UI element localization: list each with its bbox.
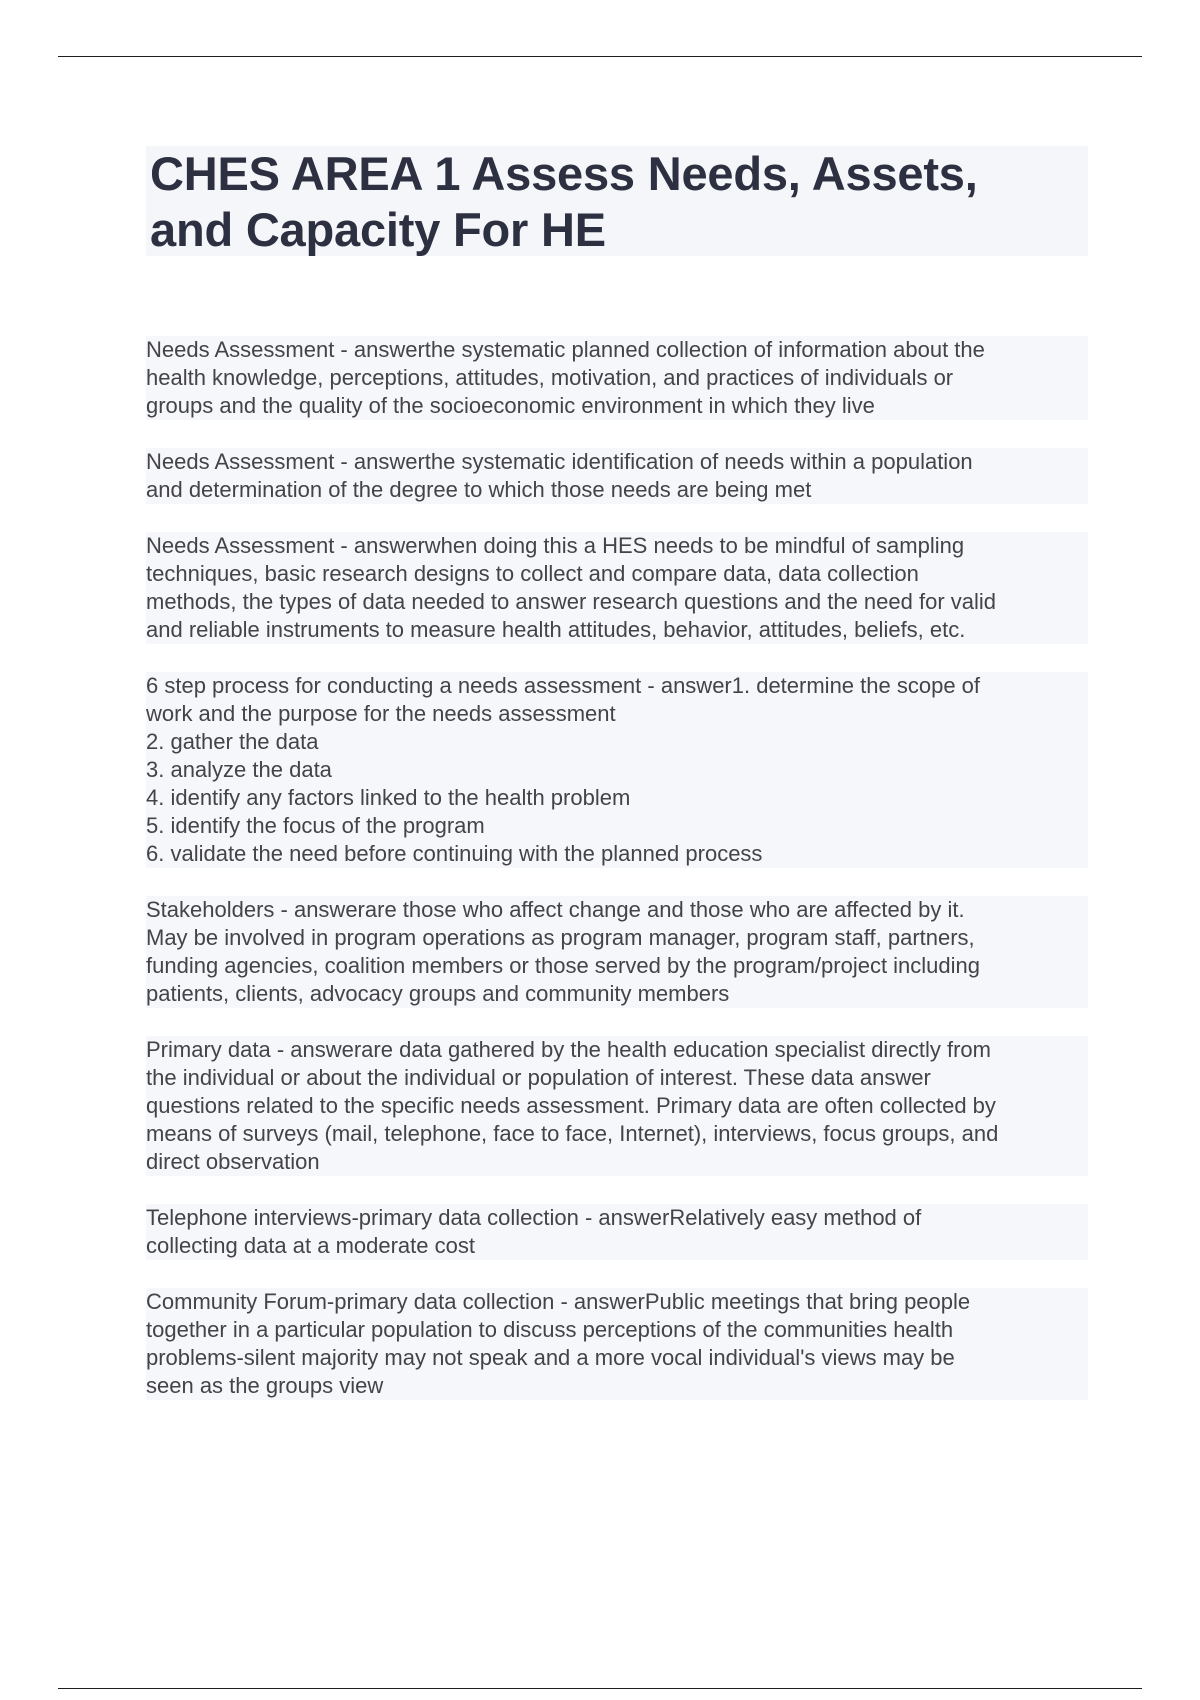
entry-line: Telephone interviews-primary data collection - answerRelatively easy method of xyxy=(146,1205,922,1230)
entry-line: groups and the quality of the socioeconomic environment in which they live xyxy=(146,393,875,418)
flashcard-entry xyxy=(146,336,1088,420)
title-line: and Capacity For HE xyxy=(150,203,606,256)
entry-line: Stakeholders - answerare those who affect change and those who are affected by it. xyxy=(146,897,965,922)
entry-line: together in a particular population to discuss perceptions of the communities health xyxy=(146,1317,954,1342)
entry-line: problems-silent majority may not speak and a more vocal individual's views may be xyxy=(146,1345,955,1370)
entry-line: 5. identify the focus of the program xyxy=(146,813,485,838)
entry-line: 4. identify any factors linked to the health problem xyxy=(146,785,631,810)
title-line: CHES AREA 1 Assess Needs, Assets, xyxy=(150,147,978,200)
entry-line: the individual or about the individual or population of interest. These data answer xyxy=(146,1065,931,1090)
entry-line: collecting data at a moderate cost xyxy=(146,1233,475,1258)
flashcard-entry xyxy=(146,1288,1088,1400)
entry-line: 6. validate the need before continuing with the planned process xyxy=(146,841,763,866)
entry-line: Needs Assessment - answerwhen doing this a HES needs to be mindful of sampling xyxy=(146,533,965,558)
title-block xyxy=(146,146,1088,256)
entry-line: direct observation xyxy=(146,1149,320,1174)
flashcard-list xyxy=(146,336,1088,1428)
flashcard-entry xyxy=(146,1036,1088,1176)
entry-line: means of surveys (mail, telephone, face to face, Internet), interviews, focus groups, and xyxy=(146,1121,999,1146)
entry-line: May be involved in program operations as program manager, program staff, partners, xyxy=(146,925,975,950)
page-title xyxy=(150,146,1084,258)
entry-line: funding agencies, coalition members or those served by the program/project including xyxy=(146,953,981,978)
entry-line: patients, clients, advocacy groups and community members xyxy=(146,981,730,1006)
flashcard-entry xyxy=(146,1204,1088,1260)
entry-line: health knowledge, perceptions, attitudes, motivation, and practices of individuals or xyxy=(146,365,954,390)
entry-line: seen as the groups view xyxy=(146,1373,384,1398)
entry-line: 3. analyze the data xyxy=(146,757,332,782)
entry-line: and reliable instruments to measure health attitudes, behavior, attitudes, beliefs, etc. xyxy=(146,617,966,642)
entry-line: Needs Assessment - answerthe systematic identification of needs within a population xyxy=(146,449,973,474)
entry-line: methods, the types of data needed to answer research questions and the need for valid xyxy=(146,589,996,614)
entry-line: work and the purpose for the needs assessment xyxy=(146,701,616,726)
entry-line: questions related to the specific needs assessment. Primary data are often collected by xyxy=(146,1093,996,1118)
entry-line: 6 step process for conducting a needs assessment - answer1. determine the scope of xyxy=(146,673,981,698)
entry-line: 2. gather the data xyxy=(146,729,319,754)
entry-line: and determination of the degree to which those needs are being met xyxy=(146,477,812,502)
entry-line: Needs Assessment - answerthe systematic planned collection of information about the xyxy=(146,337,985,362)
entry-line: Primary data - answerare data gathered by the health education specialist directly from xyxy=(146,1037,991,1062)
entry-line: techniques, basic research designs to collect and compare data, data collection xyxy=(146,561,919,586)
flashcard-entry xyxy=(146,672,1088,868)
top-rule xyxy=(58,56,1142,57)
flashcard-entry xyxy=(146,532,1088,644)
bottom-rule xyxy=(58,1688,1142,1689)
flashcard-entry xyxy=(146,448,1088,504)
entry-line: Community Forum-primary data collection - answerPublic meetings that bring people xyxy=(146,1289,971,1314)
flashcard-entry xyxy=(146,896,1088,1008)
